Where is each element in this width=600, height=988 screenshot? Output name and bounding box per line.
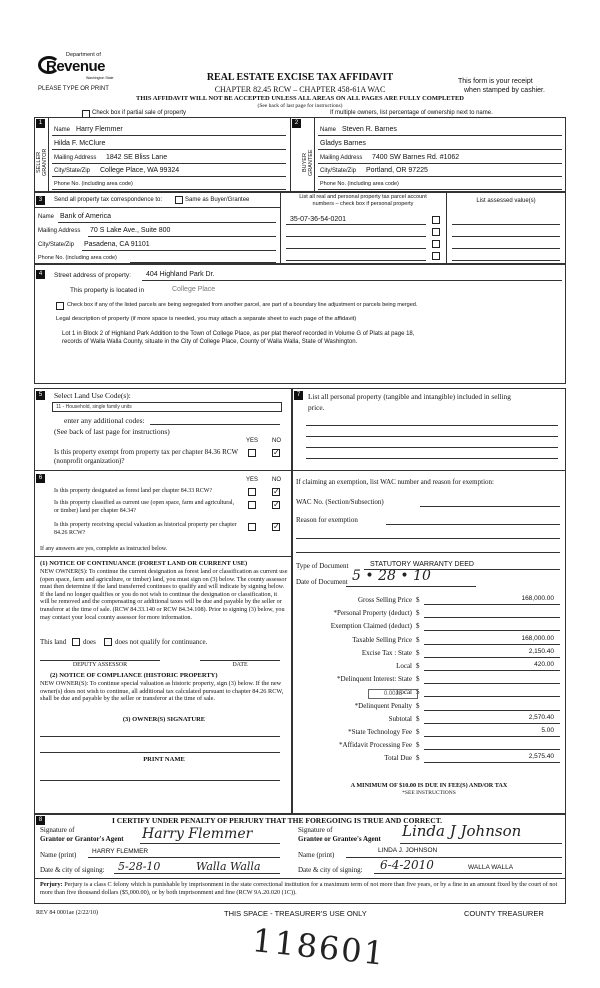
- legal-label: Legal description of property (if more space is needed, you may attach a separate sheet to each page of the affidavit): [56, 316, 357, 322]
- grantor-agent-label: Grantor or Grantor's Agent: [40, 835, 124, 843]
- street-label: Street address of property:: [54, 272, 131, 279]
- section-5-number: 5: [36, 391, 45, 400]
- same-as-buyer-checkbox[interactable]: [175, 196, 183, 204]
- fee-row-label: Subtotal: [388, 714, 412, 723]
- fee-row-dollar: $: [416, 648, 420, 657]
- s6-yes-label: YES: [246, 477, 259, 483]
- parcel-header-2: numbers – check box if personal property: [312, 201, 414, 207]
- land-does-label: does: [83, 638, 96, 646]
- doc-type-label: Type of Document: [296, 562, 349, 570]
- fee-row-label: *Delinquent Interest: State: [336, 675, 412, 684]
- fee-row-label: Local: [396, 662, 412, 670]
- multiple-owners-note: If multiple owners, list percentage of ownership next to name.: [330, 110, 493, 116]
- notice-continuance-body: NEW OWNER(S): To continue the current designation as forest land or classification as current use (open space, farm and agriculture, or timber) land, you must sign on (3) below. The county assessor must then determine if the land transferred continues to qualify and will indicate by signing below. If the land no longer qualifies or you do not wish to continue the designation or classification, it will be removed and the compensating or additional taxes will be due and payable by the seller or transferor at the time of sale. (RCW 84.33.140 or RCW 84.34.108). Prior to signing (3) below, you may contact your local county assessor for more information.: [40, 568, 288, 621]
- forest-yes-checkbox[interactable]: [248, 488, 256, 496]
- fee-row-value[interactable]: 2,150.40: [528, 647, 554, 655]
- corr-phone-label: Phone No. (including area code): [38, 255, 117, 261]
- fee-row-dollar: $: [416, 596, 420, 604]
- section-6-number: 6: [36, 474, 45, 483]
- fee-row-label: *Personal Property (deduct): [333, 609, 412, 618]
- buyer-mailing[interactable]: 7400 SW Barnes Rd. #1062: [372, 154, 460, 161]
- local-rate[interactable]: 0.0025: [368, 689, 418, 699]
- buyer-name-label: Name: [320, 127, 337, 133]
- fee-row-dollar: $: [416, 609, 420, 618]
- segregated-checkbox[interactable]: [56, 302, 64, 310]
- notice-continuance-title: (1) NOTICE OF CONTINUANCE (FOREST LAND OR CURRENT USE): [40, 560, 248, 567]
- notice-compliance-title: (2) NOTICE OF COMPLIANCE (HISTORIC PROPERTY): [50, 672, 218, 679]
- grantor-name-label: Name (print): [40, 851, 77, 859]
- seller-phone-label: Phone No. (including area code): [54, 181, 133, 187]
- form-chapters: CHAPTER 82.45 RCW – CHAPTER 458-61A WAC: [214, 85, 386, 94]
- fee-row-dollar: $: [416, 728, 420, 736]
- seller-mailing[interactable]: 1842 SE Bliss Lane: [106, 154, 168, 161]
- parcel-2-checkbox[interactable]: [432, 228, 440, 236]
- parcel-1-checkbox[interactable]: [432, 216, 440, 224]
- receipt-note-1: This form is your receipt: [458, 78, 533, 85]
- corr-name-label: Name: [38, 214, 55, 220]
- perjury-notice: [40, 881, 562, 896]
- grantor-date-label: Date & city of signing:: [40, 866, 105, 874]
- grantee-name[interactable]: LINDA J. JOHNSON: [378, 847, 438, 854]
- legal-desc-2[interactable]: records of Walla Walla County, situate in the City of College Place, County of Walla Walla, State of Washington.: [62, 339, 358, 345]
- buyer-grantee-label: BUYER GRANTEE: [302, 149, 314, 176]
- land-does-checkbox[interactable]: [72, 638, 80, 646]
- completion-warning: THIS AFFIDAVIT WILL NOT BE ACCEPTED UNLESS ALL AREAS ON ALL PAGES ARE FULLY COMPLETED: [136, 95, 464, 102]
- grantor-signature[interactable]: Harry Flemmer: [142, 826, 253, 842]
- grantee-signature[interactable]: Linda J Johnson: [402, 822, 522, 840]
- doc-type[interactable]: STATUTORY WARRANTY DEED: [370, 561, 474, 568]
- wac-label: WAC No. (Section/Subsection): [296, 498, 384, 506]
- s6-no-label: NO: [272, 477, 281, 483]
- fee-row-value[interactable]: 168,000.00: [521, 595, 554, 602]
- current-use-no-checkbox[interactable]: ✓: [273, 500, 280, 509]
- fee-row-label: *Affidavit Processing Fee: [339, 741, 412, 750]
- historic-yes-checkbox[interactable]: [248, 523, 256, 531]
- land-use-see-back: (See back of last page for instructions): [54, 427, 170, 436]
- fee-row-value[interactable]: 5.00: [541, 727, 554, 734]
- fee-row-dollar: $: [416, 622, 420, 631]
- fee-row-label: Excise Tax : State: [361, 648, 412, 657]
- fee-row-label: Total Due: [384, 754, 412, 763]
- seller-name-label: Name: [54, 127, 71, 133]
- section-7-number: 7: [294, 391, 303, 400]
- fee-row-dollar: $: [416, 714, 420, 723]
- s5-no-label: NO: [272, 438, 281, 444]
- print-name-label: PRINT NAME: [143, 756, 185, 763]
- notice-compliance-body: NEW OWNER(S): To continue special valuation as historic property, sign (3) below. If the new owner(s) does not wish to continue, all additional tax calculated pursuant to chapter 84.26 RCW, shall be due and payable by the seller or transferor at the time of sale.: [40, 680, 284, 703]
- land-use-value: 11 - Household, single family units: [56, 404, 132, 410]
- buyer-city-label: City/State/Zip: [320, 168, 357, 174]
- corr-mailing-label: Mailing Address: [38, 228, 81, 234]
- forest-no-checkbox[interactable]: ✓: [273, 487, 280, 496]
- reason-label: Reason for exemption: [296, 516, 358, 524]
- deputy-assessor-label: DEPUTY ASSESSOR: [72, 662, 128, 668]
- grantor-sig-of: Signature of: [40, 826, 75, 834]
- exempt-no-checkbox[interactable]: ✓: [273, 448, 280, 457]
- fee-row-value[interactable]: 2,570.40: [528, 713, 554, 721]
- grantor-name[interactable]: HARRY FLEMMER: [92, 848, 149, 855]
- rev-number: REV 84 0001ae (2/22/10): [36, 910, 99, 916]
- type-or-print: PLEASE TYPE OR PRINT: [38, 86, 109, 92]
- fee-row-dollar: $: [416, 688, 420, 697]
- fee-row-label: Local: [396, 688, 412, 697]
- located-label: This property is located in: [70, 287, 145, 294]
- land-does-not-checkbox[interactable]: [104, 638, 112, 646]
- grantee-agent-label: Grantee or Grantee's Agent: [298, 835, 381, 843]
- fee-row-dollar: $: [416, 741, 420, 750]
- receipt-note-2: when stamped by cashier.: [464, 87, 545, 94]
- fee-row-dollar: $: [416, 754, 420, 763]
- land-use-label: Select Land Use Code(s):: [54, 391, 131, 400]
- fee-row-label: Gross Selling Price: [357, 596, 412, 604]
- grantee-name-label: Name (print): [298, 851, 335, 859]
- land-does-not-label: does not qualify for continuance.: [115, 638, 208, 646]
- certify-statement: I CERTIFY UNDER PENALTY OF PERJURY THAT THE FOREGOING IS TRUE AND CORRECT.: [112, 816, 443, 825]
- located-in[interactable]: College Place: [172, 286, 216, 293]
- dor-logo: [38, 50, 128, 82]
- perjury-label: Perjury:: [40, 881, 63, 888]
- seller-name-2[interactable]: Hilda F. McClure: [54, 140, 106, 147]
- fee-row-dollar: $: [416, 675, 420, 684]
- segregated-label: Check box if any of the listed parcels are being segregated from another parcel, are part of a boundary line adjustment or parcels being merged.: [67, 302, 418, 308]
- same-as-buyer-label: Same as Buyer/Grantee: [185, 197, 250, 203]
- current-use-question: Is this property classified as current use (open space, farm and agricultural, or timber) land per chapter 84.34?: [54, 500, 235, 514]
- personal-prop-label-2: price.: [308, 403, 325, 412]
- grantee-city[interactable]: WALLA WALLA: [468, 864, 514, 871]
- corr-name[interactable]: Bank of America: [60, 213, 111, 220]
- historic-no-checkbox[interactable]: ✓: [273, 522, 280, 531]
- parcel-header-1: List all real and personal property tax parcel account: [299, 194, 427, 200]
- grantor-date[interactable]: 5-28-10: [118, 860, 161, 873]
- parcel-4-checkbox[interactable]: [432, 252, 440, 260]
- section-8-number: 8: [36, 816, 45, 825]
- fee-row-dollar: $: [416, 662, 420, 670]
- logo-text: Revenue: [46, 58, 106, 75]
- fee-row-dollar: $: [416, 701, 420, 710]
- seller-city[interactable]: College Place, WA 99324: [100, 167, 180, 174]
- seller-name-1[interactable]: Harry Flemmer: [76, 126, 123, 133]
- grantee-date-label: Date & city of signing:: [298, 866, 363, 874]
- buyer-mailing-label: Mailing Address: [320, 155, 363, 161]
- partial-sale-label: Check box if partial sale of property: [92, 110, 187, 116]
- fee-row-value[interactable]: 420.00: [534, 661, 554, 668]
- buyer-name-1[interactable]: Steven R. Barnes: [342, 126, 397, 133]
- street-address[interactable]: 404 Highland Park Dr.: [146, 271, 215, 278]
- personal-prop-label-1: List all personal property (tangible and intangible) included in selling: [308, 392, 511, 401]
- corr-city[interactable]: Pasadena, CA 91101: [84, 241, 150, 248]
- exempt-yes-checkbox[interactable]: [248, 449, 256, 457]
- historic-question: Is this property receiving special valuation as historical property per chapter 84.26 RCW?: [54, 522, 237, 536]
- parcel-3-checkbox[interactable]: [432, 240, 440, 248]
- if-yes-note: If any answers are yes, complete as instructed below.: [40, 546, 168, 552]
- fee-row-value[interactable]: 2,575.40: [528, 753, 554, 761]
- section-1-number: 1: [36, 119, 45, 128]
- additional-codes-label: enter any additional codes:: [64, 416, 145, 425]
- handwritten-number: 118601: [250, 921, 388, 973]
- county-treasurer-label: COUNTY TREASURER: [464, 909, 544, 918]
- logo-sub: Washington State: [86, 76, 114, 80]
- buyer-city[interactable]: Portland, OR 97225: [366, 167, 428, 174]
- perjury-text: Perjury is a class C felony which is punishable by imprisonment in the state correctional institution for a maximum term of not more than five years, or by a fine in an amount fixed by the court of not more than five thousand dollars ($5,000.00), or by both imprisonment and fine (RCW 9A.20.020 (1C)).: [40, 881, 558, 896]
- seller-city-label: City/State/Zip: [54, 168, 91, 174]
- section-2-number: 2: [292, 119, 301, 128]
- deputy-date-label: DATE: [232, 662, 248, 668]
- fee-row-label: Exemption Claimed (deduct): [330, 622, 412, 631]
- this-land-label: This land: [40, 638, 67, 646]
- section-4-box: [34, 264, 566, 384]
- exempt-question: Is this property exempt from property tax per chapter 84.36 RCW (nonprofit organization)?: [54, 448, 238, 465]
- current-use-yes-checkbox[interactable]: [248, 501, 256, 509]
- seller-grantor-label: SELLER GRANTOR: [36, 148, 48, 177]
- form-title: REAL ESTATE EXCISE TAX AFFIDAVIT: [206, 72, 394, 83]
- fee-row-dollar: $: [416, 635, 420, 644]
- section-4-number: 4: [36, 270, 45, 279]
- treasurer-space-label: THIS SPACE - TREASURER'S USE ONLY: [224, 909, 367, 918]
- forest-question: Is this property designated as forest land per chapter 84.33 RCW?: [54, 488, 213, 494]
- fee-row-label: *State Technology Fee: [348, 728, 412, 736]
- grantee-date[interactable]: 6-4-2010: [380, 858, 434, 872]
- exemption-claim-label: If claiming an exemption, list WAC number and reason for exemption:: [296, 478, 494, 486]
- dept-label: Department of: [66, 52, 101, 58]
- legal-desc-1[interactable]: Lot 1 in Block 2 of Highland Park Addition to the Town of College Place, as per plat thereof recorded in Volume G of Plats at page 18,: [62, 331, 415, 337]
- owner-signature-label: (3) OWNER(S) SIGNATURE: [122, 716, 206, 723]
- minimum-note-2: *SEE INSTRUCTIONS: [402, 790, 456, 796]
- corr-city-label: City/State/Zip: [38, 242, 75, 248]
- s5-yes-label: YES: [246, 438, 259, 444]
- fee-row-label: *Delinquent Penalty: [354, 701, 412, 710]
- fee-row-value[interactable]: 168,000.00: [521, 634, 554, 642]
- grantee-sig-of: Signature of: [298, 826, 333, 834]
- correspondence-label: Send all property tax correspondence to:: [54, 197, 163, 203]
- seller-mailing-label: Mailing Address: [54, 155, 97, 161]
- grantor-city[interactable]: Walla Walla: [196, 860, 261, 873]
- land-use-select[interactable]: [52, 402, 282, 412]
- corr-mailing[interactable]: 70 S Lake Ave., Suite 800: [90, 227, 171, 234]
- buyer-name-2[interactable]: Gladys Barnes: [320, 140, 366, 147]
- buyer-phone-label: Phone No. (including area code): [320, 181, 399, 187]
- doc-date[interactable]: 5 • 28 • 10: [352, 568, 431, 584]
- fee-row-label: Taxable Selling Price: [352, 635, 412, 644]
- section-3-number: 3: [36, 196, 45, 205]
- assessed-header: List assessed value(s): [476, 198, 536, 204]
- doc-date-label: Date of Document: [296, 578, 348, 586]
- minimum-note-1: A MINIMUM OF $10.00 IS DUE IN FEE(S) AND/OR TAX: [350, 782, 508, 789]
- see-back-note: (See back of last page for instructions): [257, 103, 343, 109]
- parcel-number[interactable]: 35-07-36-54-0201: [290, 216, 347, 223]
